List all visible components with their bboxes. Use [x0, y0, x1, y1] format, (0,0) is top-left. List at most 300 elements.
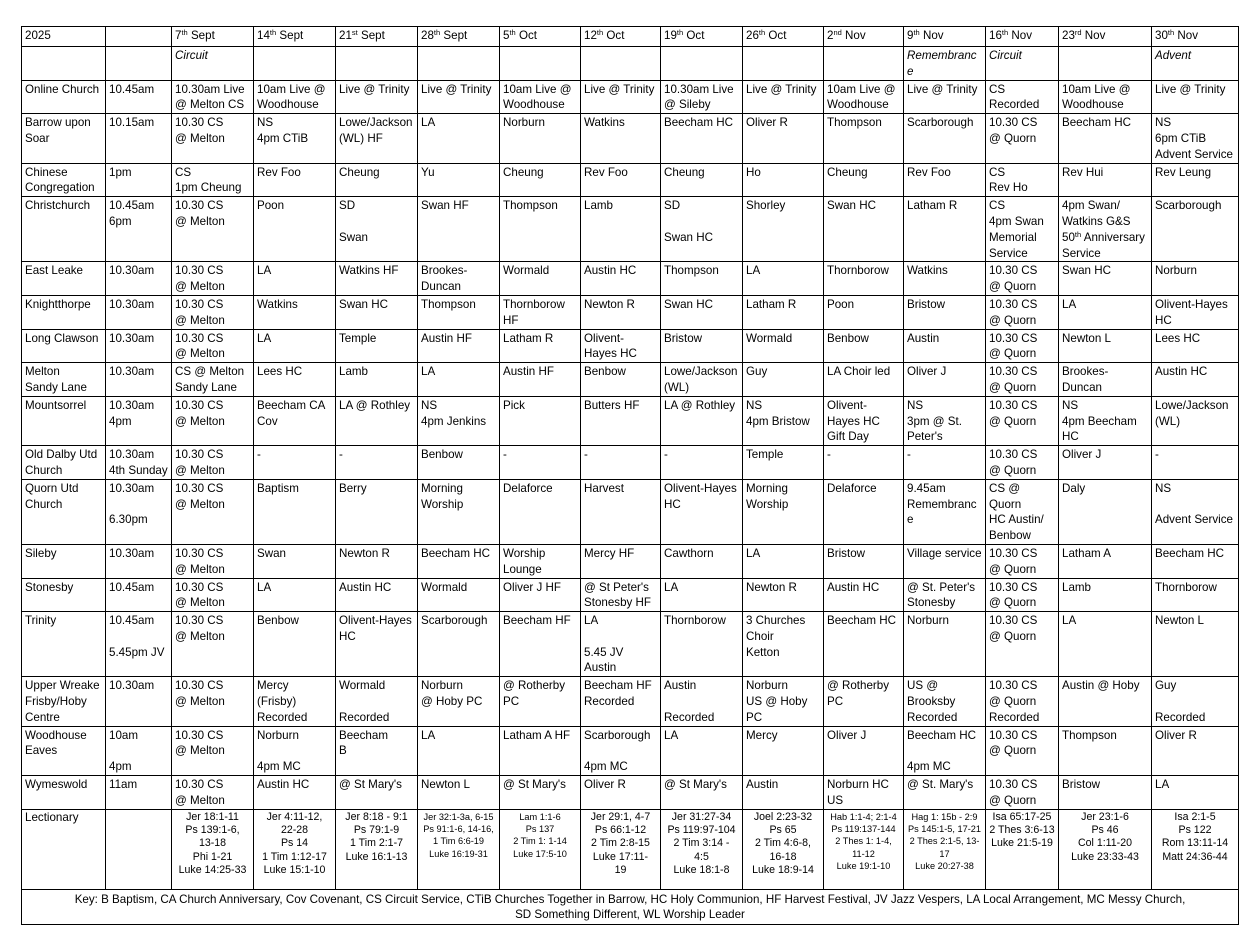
preacher-cell: Newton L	[418, 776, 500, 810]
preacher-cell: Newton L	[1059, 329, 1152, 363]
preacher-cell: Rev Foo	[254, 163, 336, 197]
preacher-cell: 10.30 CS @ Melton	[172, 578, 254, 612]
church-name-cell: Barrow upon Soar	[22, 114, 106, 163]
church-row	[22, 544, 1239, 578]
preacher-cell: Newton R	[743, 578, 824, 612]
preacher-cell: 10.30 CS @ Quorn	[986, 612, 1059, 677]
preacher-cell: Austin	[904, 329, 986, 363]
preacher-cell: -	[336, 446, 418, 480]
preacher-cell: Austin Recorded	[661, 677, 743, 726]
preacher-cell: Lamb	[336, 363, 418, 397]
preacher-cell: Lamb	[581, 197, 661, 262]
time-header-cell	[106, 27, 172, 47]
church-name-cell: Quorn Utd Church	[22, 479, 106, 544]
service-time-cell: 10.45am	[106, 80, 172, 114]
church-name-cell: Melton Sandy Lane	[22, 363, 106, 397]
preacher-cell: Butters HF	[581, 396, 661, 445]
date-suffix: th	[596, 28, 604, 37]
church-row	[22, 363, 1239, 397]
preacher-cell: -	[254, 446, 336, 480]
preacher-cell: Norburn	[1152, 262, 1239, 296]
service-type-cell	[500, 47, 581, 81]
preacher-cell: 10.30 CS @ Melton	[172, 726, 254, 775]
preacher-cell: LA Choir led	[824, 363, 904, 397]
preacher-cell: 10.30 CS @ Quorn	[986, 544, 1059, 578]
preacher-cell: Olivent- Hayes HC	[581, 329, 661, 363]
date-header-cell	[661, 27, 743, 47]
preacher-cell: Wormald	[418, 578, 500, 612]
blank-cell	[106, 809, 172, 889]
preacher-cell: Oliver J	[824, 726, 904, 775]
preacher-cell: Austin @ Hoby	[1059, 677, 1152, 726]
preacher-cell: @ St Mary's	[661, 776, 743, 810]
preacher-cell: @ St Mary's	[336, 776, 418, 810]
key-row	[22, 889, 1239, 924]
service-time-cell: 10.30am	[106, 363, 172, 397]
date-day: 26	[746, 29, 759, 42]
date-month: Oct	[515, 29, 537, 42]
preacher-cell: Harvest	[581, 479, 661, 544]
preacher-cell: -	[824, 446, 904, 480]
church-name-cell: Mountsorrel	[22, 396, 106, 445]
preacher-cell: Watkins	[581, 114, 661, 163]
service-type-cell	[418, 47, 500, 81]
service-time-cell: 10am 4pm	[106, 726, 172, 775]
preacher-cell: Bristow	[1059, 776, 1152, 810]
preacher-cell: Thompson	[661, 262, 743, 296]
date-day: 7	[175, 29, 182, 42]
preacher-cell: Austin HC	[254, 776, 336, 810]
preacher-cell: Watkins HF	[336, 262, 418, 296]
preacher-cell: Watkins	[254, 295, 336, 329]
church-name-cell: Knightthorpe	[22, 295, 106, 329]
preacher-cell: Scarborough	[418, 612, 500, 677]
preacher-cell: Swan HC	[661, 295, 743, 329]
church-name-cell: Chinese Congregation	[22, 163, 106, 197]
preacher-cell: Scarborough	[904, 114, 986, 163]
blank-cell	[22, 47, 106, 81]
preacher-cell: LA	[1059, 612, 1152, 677]
preacher-cell: Austin HF	[500, 363, 581, 397]
preacher-cell: Morning Worship	[743, 479, 824, 544]
preacher-cell: Thornborow	[661, 612, 743, 677]
preacher-cell: Beecham B	[336, 726, 418, 775]
date-suffix: th	[269, 28, 277, 37]
preacher-cell: @ St Mary's	[500, 776, 581, 810]
date-header-cell	[581, 27, 661, 47]
date-month: Oct	[683, 29, 705, 42]
preacher-cell: Cheung	[824, 163, 904, 197]
service-type-cell: Circuit	[172, 47, 254, 81]
preacher-cell: Mercy	[743, 726, 824, 775]
preacher-cell: 3 Churches Choir Ketton	[743, 612, 824, 677]
date-day: 28	[421, 29, 434, 42]
preacher-cell: Live @ Trinity	[904, 80, 986, 114]
date-suffix: th	[181, 28, 188, 37]
preacher-cell: NS Advent Service	[1152, 479, 1239, 544]
date-day: 23	[1062, 29, 1075, 42]
preacher-cell: LA	[418, 726, 500, 775]
preacher-cell: 10.30 CS @ Melton	[172, 479, 254, 544]
preacher-cell: Swan HF	[418, 197, 500, 262]
church-row	[22, 612, 1239, 677]
date-suffix: th	[913, 28, 920, 37]
preacher-cell: Live @ Trinity	[418, 80, 500, 114]
preacher-cell: Austin HC	[824, 578, 904, 612]
preacher-cell: Austin HC	[336, 578, 418, 612]
preacher-cell: @ Rotherby PC	[500, 677, 581, 726]
preacher-cell: -	[500, 446, 581, 480]
preacher-cell: Rev Hui	[1059, 163, 1152, 197]
preacher-cell: 10am Live @ Woodhouse	[254, 80, 336, 114]
preacher-cell: Austin HC	[1152, 363, 1239, 397]
church-row	[22, 677, 1239, 726]
preacher-cell: Cheung	[500, 163, 581, 197]
preacher-cell: LA	[254, 262, 336, 296]
lectionary-readings: Jer 32:1-3a, 6-15 Ps 91:1-6, 14-16, 1 Tim 6:6-19 Luke 16:19-31	[418, 809, 500, 889]
preacher-cell: SD Swan HC	[661, 197, 743, 262]
date-month: Oct	[603, 29, 625, 42]
preacher-cell: 9.45am Remembrance	[904, 479, 986, 544]
preacher-cell: LA	[254, 578, 336, 612]
preacher-cell: Brookes- Duncan	[418, 262, 500, 296]
preacher-cell: Swan HC	[1059, 262, 1152, 296]
service-type-cell	[336, 47, 418, 81]
preacher-cell: Brookes- Duncan	[1059, 363, 1152, 397]
church-name-cell: Sileby	[22, 544, 106, 578]
preacher-cell: Thornborow	[824, 262, 904, 296]
preacher-cell: Lamb	[1059, 578, 1152, 612]
preacher-cell: Beecham HF Recorded	[581, 677, 661, 726]
preacher-cell: Lowe/Jackson (WL)	[1152, 396, 1239, 445]
preacher-cell: LA	[661, 578, 743, 612]
preacher-cell: Beecham HC	[824, 612, 904, 677]
service-type-cell	[581, 47, 661, 81]
preacher-cell: Norburn	[500, 114, 581, 163]
date-month: Nov	[1174, 29, 1199, 42]
preacher-cell: Wormald	[500, 262, 581, 296]
service-type-cell	[1059, 47, 1152, 81]
preacher-cell: Newton R	[581, 295, 661, 329]
preaching-plan-table	[21, 26, 1239, 925]
preacher-cell: Olivent-Hayes HC	[661, 479, 743, 544]
preacher-cell: US @ Brooksby Recorded	[904, 677, 986, 726]
lectionary-readings: Jer 4:11-12, 22-28 Ps 14 1 Tim 1:12-17 Luke 15:1-10	[254, 809, 336, 889]
church-name-cell: Upper Wreake Frisby/Hoby Centre	[22, 677, 106, 726]
service-time-cell: 10.45am 5.45pm JV	[106, 612, 172, 677]
preacher-cell: Bristow	[904, 295, 986, 329]
preacher-cell: 10.30 CS @ Melton	[172, 396, 254, 445]
preacher-cell: Swan HC	[336, 295, 418, 329]
preacher-cell: Scarborough	[1152, 197, 1239, 262]
preacher-cell: NS 3pm @ St. Peter's	[904, 396, 986, 445]
lectionary-readings: Isa 65:17-25 2 Thes 3:6-13 Luke 21:5-19	[986, 809, 1059, 889]
preacher-cell: 10.30 CS @ Quorn	[986, 396, 1059, 445]
preacher-cell: Norburn 4pm MC	[254, 726, 336, 775]
date-suffix: nd	[833, 28, 842, 37]
preacher-cell: Wormald Recorded	[336, 677, 418, 726]
preacher-cell: 10.30 CS @ Quorn	[986, 446, 1059, 480]
date-day: 19	[664, 29, 677, 42]
preacher-cell: Cawthorn	[661, 544, 743, 578]
preacher-cell: Thornborow	[1152, 578, 1239, 612]
preacher-cell: 10am Live @ Woodhouse	[824, 80, 904, 114]
date-month: Sept	[440, 29, 468, 42]
service-time-cell: 10.30am 4th Sunday	[106, 446, 172, 480]
service-time-cell: 10.45am	[106, 578, 172, 612]
service-time-cell: 10.30am	[106, 544, 172, 578]
preacher-cell: 10.30 CS @ Quorn	[986, 363, 1059, 397]
preacher-cell: Berry	[336, 479, 418, 544]
date-day: 21	[339, 29, 352, 42]
date-header-cell	[1152, 27, 1239, 47]
preacher-cell: Swan HC	[824, 197, 904, 262]
preacher-cell: Wormald	[743, 329, 824, 363]
header-row	[22, 27, 1239, 47]
preacher-cell: 10.30 CS @ Melton	[172, 776, 254, 810]
church-row	[22, 329, 1239, 363]
preacher-cell: Lees HC	[1152, 329, 1239, 363]
preacher-cell: Watkins	[904, 262, 986, 296]
preacher-cell: 10.30 CS @ Quorn	[986, 578, 1059, 612]
preacher-cell: Lees HC	[254, 363, 336, 397]
preacher-cell: Thompson	[500, 197, 581, 262]
preacher-cell: Temple	[336, 329, 418, 363]
preacher-cell: Norburn @ Hoby PC	[418, 677, 500, 726]
lectionary-readings: Hag 1: 15b - 2:9 Ps 145:1-5, 17-21 2 Thes 2:1-5, 13- 17 Luke 20:27-38	[904, 809, 986, 889]
date-suffix: th	[676, 28, 684, 37]
preacher-cell: Guy Recorded	[1152, 677, 1239, 726]
lectionary-readings: Jer 23:1-6 Ps 46 Col 1:11-20 Luke 23:33-43	[1059, 809, 1152, 889]
preacher-cell: 10.30am Live @ Melton CS	[172, 80, 254, 114]
date-month: Oct	[765, 29, 787, 42]
church-name-cell: Wymeswold	[22, 776, 106, 810]
date-header-cell	[986, 27, 1059, 47]
date-month: Sept	[357, 29, 385, 42]
preacher-cell: Austin HC	[581, 262, 661, 296]
preacher-cell: LA	[418, 363, 500, 397]
preacher-cell: 10.30am Live @ Sileby	[661, 80, 743, 114]
date-day: 14	[257, 29, 270, 42]
ordinal-suffix: th	[1074, 229, 1082, 239]
date-day: 2	[827, 29, 834, 42]
preacher-cell: 10.30 CS @ Quorn	[986, 776, 1059, 810]
date-header-cell	[254, 27, 336, 47]
preacher-cell: Oliver J	[904, 363, 986, 397]
preacher-cell: Beecham HC	[1059, 114, 1152, 163]
service-type-cell: Circuit	[986, 47, 1059, 81]
preacher-cell: @ St. Peter's Stonesby	[904, 578, 986, 612]
preacher-cell: 10.30 CS @ Melton	[172, 446, 254, 480]
preacher-cell: Lowe/Jackson (WL)	[661, 363, 743, 397]
church-row	[22, 396, 1239, 445]
preacher-cell: Thompson	[418, 295, 500, 329]
date-suffix: th	[1167, 28, 1175, 37]
preacher-cell: NS 4pm CTiB	[254, 114, 336, 163]
church-name-cell: Stonesby	[22, 578, 106, 612]
lectionary-readings: Hab 1:1-4; 2:1-4 Ps 119:137-144 2 Thes 1: 1-4, 11-12 Luke 19:1-10	[824, 809, 904, 889]
preacher-cell: 10.30 CS @ Quorn	[986, 329, 1059, 363]
preacher-cell: -	[661, 446, 743, 480]
preacher-cell: Beecham HC	[418, 544, 500, 578]
preacher-cell: LA @ Rothley	[661, 396, 743, 445]
preacher-cell: LA	[1152, 776, 1239, 810]
preacher-cell: Lowe/Jackson (WL) HF	[336, 114, 418, 163]
preacher-cell: 10.30 CS @ Quorn	[986, 114, 1059, 163]
service-time-cell: 10.15am	[106, 114, 172, 163]
church-name-cell: Christchurch	[22, 197, 106, 262]
preacher-cell: CS Rev Ho	[986, 163, 1059, 197]
preacher-cell: Beecham HC	[661, 114, 743, 163]
preacher-cell: Beecham HF	[500, 612, 581, 677]
preacher-cell: 10.30 CS @ Melton	[172, 114, 254, 163]
church-name-cell: Online Church	[22, 80, 106, 114]
preacher-cell: Yu	[418, 163, 500, 197]
preacher-cell: 10.30 CS @ Melton	[172, 329, 254, 363]
subtitle-row	[22, 47, 1239, 81]
preacher-cell: Rev Foo	[904, 163, 986, 197]
preacher-cell: Baptism	[254, 479, 336, 544]
church-row	[22, 726, 1239, 775]
preacher-cell: Cheung	[336, 163, 418, 197]
date-day: 9	[907, 29, 914, 42]
preacher-cell: Beecham HC 4pm MC	[904, 726, 986, 775]
preacher-cell: Oliver R	[1152, 726, 1239, 775]
preacher-cell: 10am Live @ Woodhouse	[500, 80, 581, 114]
church-row	[22, 262, 1239, 296]
service-type-cell	[254, 47, 336, 81]
church-row	[22, 114, 1239, 163]
preacher-cell: Thompson	[1059, 726, 1152, 775]
date-header-cell	[418, 27, 500, 47]
preacher-cell: Temple	[743, 446, 824, 480]
date-suffix: th	[1001, 28, 1009, 37]
church-name-cell: Woodhouse Eaves	[22, 726, 106, 775]
date-month: Nov	[1008, 29, 1033, 42]
preacher-cell: Poon	[254, 197, 336, 262]
service-time-cell: 10.30am	[106, 262, 172, 296]
preacher-cell: Latham A HF	[500, 726, 581, 775]
preacher-cell: Scarborough 4pm MC	[581, 726, 661, 775]
service-time-cell: 10.30am 4pm	[106, 396, 172, 445]
preacher-cell: 10.30 CS @ Melton	[172, 295, 254, 329]
church-name-cell: Old Dalby Utd Church	[22, 446, 106, 480]
preacher-cell: -	[581, 446, 661, 480]
date-suffix: th	[758, 28, 766, 37]
preacher-cell: Thompson	[824, 114, 904, 163]
date-day: 12	[584, 29, 597, 42]
lectionary-readings: Joel 2:23-32 Ps 65 2 Tim 4:6-8, 16-18 Luke 18:9-14	[743, 809, 824, 889]
preacher-cell: Live @ Trinity	[581, 80, 661, 114]
date-suffix: th	[433, 28, 441, 37]
preacher-cell: Norburn US @ Hoby PC	[743, 677, 824, 726]
preacher-cell: Oliver J HF	[500, 578, 581, 612]
preacher-cell: Morning Worship	[418, 479, 500, 544]
date-month: Nov	[919, 29, 944, 42]
lectionary-readings: Jer 31:27-34 Ps 119:97-104 2 Tim 3:14 - 4:5 Luke 18:1-8	[661, 809, 743, 889]
preacher-cell: Benbow	[581, 363, 661, 397]
church-name-cell: Long Clawson	[22, 329, 106, 363]
service-type-cell: Advent	[1152, 47, 1239, 81]
preacher-cell: LA	[1059, 295, 1152, 329]
preacher-cell: Delaforce	[824, 479, 904, 544]
lectionary-readings: Isa 2:1-5 Ps 122 Rom 13:11-14 Matt 24:36-44	[1152, 809, 1239, 889]
preacher-cell: Beecham CA Cov	[254, 396, 336, 445]
preacher-cell: LA 5.45 JV Austin	[581, 612, 661, 677]
preacher-cell: 10.30 CS @ Quorn Recorded	[986, 677, 1059, 726]
preacher-cell: Latham R	[743, 295, 824, 329]
service-time-cell: 10.30am	[106, 677, 172, 726]
preacher-cell: Poon	[824, 295, 904, 329]
service-time-cell: 10.45am 6pm	[106, 197, 172, 262]
preacher-cell: Latham A	[1059, 544, 1152, 578]
preacher-cell: Rev Leung	[1152, 163, 1239, 197]
preacher-cell: 10.30 CS @ Melton	[172, 197, 254, 262]
preacher-cell: Benbow	[418, 446, 500, 480]
preacher-cell: Mercy HF	[581, 544, 661, 578]
church-row	[22, 479, 1239, 544]
preacher-cell: 10am Live @ Woodhouse	[1059, 80, 1152, 114]
preacher-cell: 10.30 CS @ Melton	[172, 262, 254, 296]
preacher-cell: CS 4pm Swan Memorial Service	[986, 197, 1059, 262]
church-row	[22, 446, 1239, 480]
preacher-cell: 10.30 CS @ Melton	[172, 677, 254, 726]
date-month: Nov	[1081, 29, 1106, 42]
preacher-cell: NS 4pm Beecham HC	[1059, 396, 1152, 445]
preacher-cell: @ St Peter's Stonesby HF	[581, 578, 661, 612]
preacher-cell: Daly	[1059, 479, 1152, 544]
preacher-cell: Delaforce	[500, 479, 581, 544]
date-header-cell	[743, 27, 824, 47]
preacher-cell: CS 1pm Cheung	[172, 163, 254, 197]
preacher-cell: NS 4pm Bristow	[743, 396, 824, 445]
preacher-cell: Bristow	[661, 329, 743, 363]
preacher-cell: Olivent-Hayes HC	[336, 612, 418, 677]
preacher-cell: Bristow	[824, 544, 904, 578]
church-row	[22, 776, 1239, 810]
date-month: Sept	[187, 29, 215, 42]
service-time-cell: 10.30am 6.30pm	[106, 479, 172, 544]
date-suffix: rd	[1074, 28, 1082, 37]
preacher-cell: Live @ Trinity	[743, 80, 824, 114]
preacher-cell: Cheung	[661, 163, 743, 197]
date-day: 5	[503, 29, 510, 42]
preacher-cell: NS 4pm Jenkins	[418, 396, 500, 445]
preacher-cell: 10.30 CS @ Melton	[172, 544, 254, 578]
preacher-cell: Rev Foo	[581, 163, 661, 197]
preacher-cell: 4pm Swan/ Watkins G&S 50th Anniversary Service	[1059, 197, 1152, 262]
service-type-cell	[824, 47, 904, 81]
preacher-cell: 10.30 CS @ Quorn	[986, 262, 1059, 296]
service-type-cell	[743, 47, 824, 81]
preacher-cell: Newton R	[336, 544, 418, 578]
date-day: 16	[989, 29, 1002, 42]
preacher-cell: Benbow	[254, 612, 336, 677]
preacher-cell: Guy	[743, 363, 824, 397]
preacher-cell: Olivent-Hayes HC	[1152, 295, 1239, 329]
preacher-cell: Oliver R	[581, 776, 661, 810]
preacher-cell: Worship Lounge	[500, 544, 581, 578]
date-month: Nov	[841, 29, 866, 42]
date-header-cell	[1059, 27, 1152, 47]
preacher-cell: 10.30 CS @ Quorn	[986, 295, 1059, 329]
preacher-cell: @ Rotherby PC	[824, 677, 904, 726]
date-day: 30	[1155, 29, 1168, 42]
church-row	[22, 163, 1239, 197]
preacher-cell: Norburn	[904, 612, 986, 677]
preacher-cell: Norburn HC US	[824, 776, 904, 810]
preacher-cell: NS 6pm CTiB Advent Service	[1152, 114, 1239, 163]
